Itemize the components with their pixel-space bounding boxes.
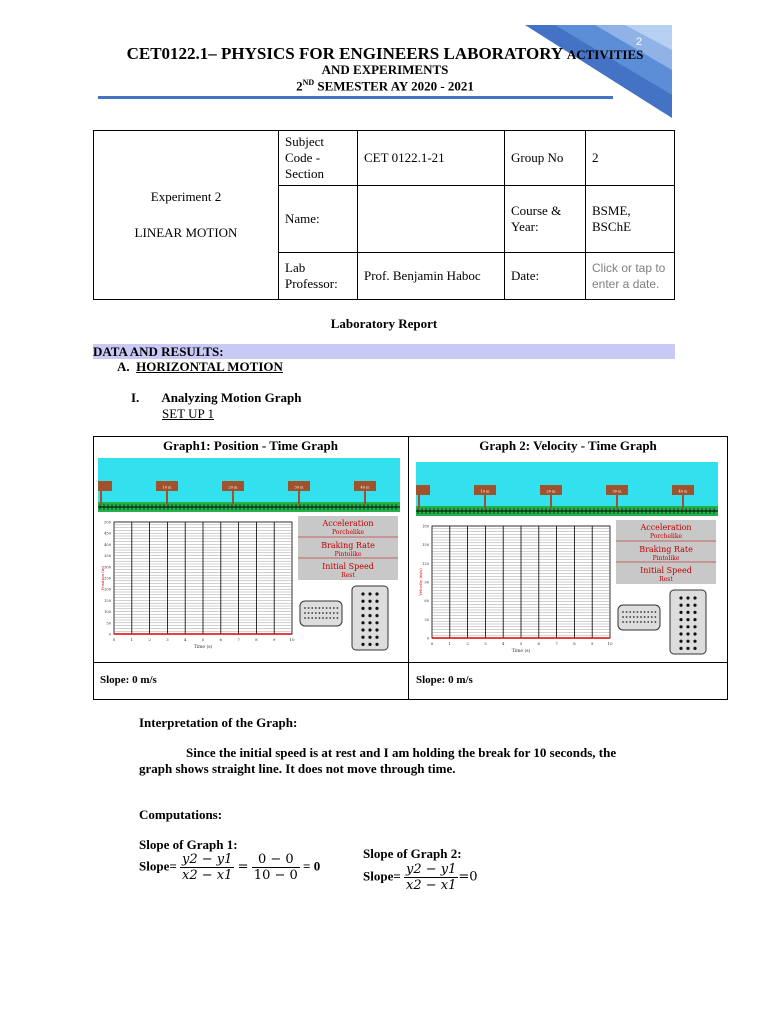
pedal-dot [693, 640, 696, 643]
y-tick-label: 90 [424, 580, 429, 585]
pedal-dot [686, 604, 689, 607]
sky [98, 458, 400, 502]
interpretation-label: Interpretation of the Graph: [139, 715, 298, 730]
pedal-dot [629, 616, 631, 618]
y-tick-label: 0 [108, 632, 111, 637]
subject-value: CET 0122.1-21 [358, 131, 505, 186]
y-tick-label: 180 [422, 524, 429, 529]
acceleration-value: Porchelike [649, 533, 683, 540]
pedal-dot [304, 612, 306, 614]
slope2-formula-fraction: $\frac{y2 - y1}{x2 - x1}$ [406, 862, 457, 893]
pedal-dot [311, 617, 313, 619]
pedal-dot [361, 636, 364, 639]
x-tick-label: 1 [130, 637, 134, 642]
y-tick-label: 400 [104, 542, 111, 547]
pedal-dot [686, 632, 689, 635]
pedal-dot [322, 617, 324, 619]
pedal-dot [368, 614, 371, 617]
pedal-dot [368, 621, 371, 624]
pedal-dot [361, 607, 364, 610]
pedal-dot [337, 607, 339, 609]
x-tick-label: 7 [237, 637, 240, 642]
speed-label: Initial Speed [322, 562, 374, 571]
pedal-dot [633, 611, 635, 613]
graph2-slope: Slope: 0 m/s [416, 674, 473, 686]
pedal-dot [304, 607, 306, 609]
pedal-dot [647, 616, 649, 618]
course-value: BSME, BSChE [586, 186, 675, 253]
pedal-dot [679, 611, 682, 614]
pedal-dot [679, 618, 682, 621]
pedal-dot [311, 612, 313, 614]
pedal-dot [322, 607, 324, 609]
pedal-dot [361, 643, 364, 646]
y-tick-label: 150 [422, 543, 429, 548]
pedal-dot [319, 617, 321, 619]
pedal-dot [626, 621, 628, 623]
pedal-dot [315, 617, 317, 619]
simulation-svg-2 [416, 462, 718, 658]
sign-post [616, 493, 618, 509]
y-tick-label: 100 [104, 610, 111, 615]
x-axis-label: Time (s) [193, 645, 213, 650]
experiment-info-table [93, 130, 675, 300]
y-tick-label: 150 [104, 598, 111, 603]
x-tick-label: 2 [466, 641, 469, 646]
pedal-dot [337, 612, 339, 614]
pedal-dot [679, 604, 682, 607]
pedal-dot [622, 621, 624, 623]
group-label: Group No [505, 131, 586, 186]
pedal-dot [679, 647, 682, 650]
lab-report-heading: Laboratory Report [330, 316, 438, 331]
acceleration-label: Acceleration [640, 523, 692, 532]
pedal-dot [679, 596, 682, 599]
pedal-dot [633, 616, 635, 618]
section-i-heading: I. Analyzing Motion Graph [131, 390, 302, 405]
course-label: Course & Year: [505, 186, 586, 253]
distance-sign-label: 30 m [612, 489, 622, 494]
header-underline [98, 96, 613, 99]
distance-sign-label: 20 m [228, 485, 238, 490]
slope2-title: Slope of Graph 2: [363, 846, 462, 861]
distance-sign-label: 10 m [480, 489, 490, 494]
x-tick-label: 3 [166, 637, 169, 642]
x-tick-label: 6 [537, 641, 541, 646]
pedal-dot [311, 607, 313, 609]
simulation-svg-1 [98, 458, 400, 654]
pedal-dot [640, 621, 642, 623]
distance-sign-label: 40 m [678, 489, 688, 494]
x-tick-label: 1 [448, 641, 452, 646]
pedal-dot [326, 612, 328, 614]
pedal-dot [361, 628, 364, 631]
pedal-dot [361, 600, 364, 603]
y-tick-label: 450 [104, 531, 111, 536]
pedal-dot [629, 611, 631, 613]
pedal-dot [686, 640, 689, 643]
pedal-dot [329, 607, 331, 609]
interpretation-line2: graph shows straight line. It does not move through time. [139, 761, 456, 776]
pedal-dot [375, 628, 378, 631]
pedal-dot [337, 617, 339, 619]
pedal-dot [361, 614, 364, 617]
pedal-dot [368, 628, 371, 631]
y-tick-label: 120 [422, 561, 429, 566]
pedal-dot [304, 617, 306, 619]
x-tick-label: 7 [555, 641, 558, 646]
braking-value: Pintolike [652, 555, 680, 562]
graph2-simulation [416, 462, 721, 658]
pedal-dot [326, 617, 328, 619]
pedal-dot [693, 596, 696, 599]
x-tick-label: 3 [484, 641, 487, 646]
sign-post [364, 489, 366, 505]
semester-line: 2ND SEMESTER AY 2020 - 2021 [296, 78, 474, 94]
pedal-dot [637, 611, 639, 613]
x-tick-label: 6 [219, 637, 223, 642]
pedal-dot [368, 643, 371, 646]
experiment-number: Experiment 2 [150, 189, 222, 204]
acceleration-label: Acceleration [322, 519, 374, 528]
section-a-heading: A. HORIZONTAL MOTION [117, 359, 283, 374]
pedal-dot [308, 612, 310, 614]
braking-label: Braking Rate [639, 545, 693, 554]
x-tick-label: 10 [607, 641, 613, 646]
pedal-dot [622, 611, 624, 613]
pedal-dot [686, 611, 689, 614]
pedal-dot [647, 621, 649, 623]
x-tick-label: 8 [573, 641, 576, 646]
pedal-dot [333, 612, 335, 614]
pedal-dot [693, 611, 696, 614]
pedal-dot [633, 621, 635, 623]
title-main: CET0122.1– PHYSICS FOR ENGINEERS LABORATORY [126, 44, 563, 63]
y-tick-label: 500 [104, 520, 111, 525]
pedal-dot [651, 616, 653, 618]
pedal-dot [319, 612, 321, 614]
slope1-title: Slope of Graph 1: [139, 837, 238, 852]
pedal-dot [333, 617, 335, 619]
pedal-dot [322, 612, 324, 614]
braking-label: Braking Rate [321, 541, 375, 550]
pedal-dot [333, 607, 335, 609]
sky [416, 462, 718, 506]
x-tick-label: 8 [255, 637, 258, 642]
pedal-dot [626, 616, 628, 618]
pedal-dot [315, 607, 317, 609]
sign-post [418, 493, 420, 509]
x-tick-label: 9 [590, 641, 594, 646]
experiment-cell [94, 131, 279, 300]
y-tick-label: 300 [104, 565, 111, 570]
sign-post [298, 489, 300, 505]
y-tick-label: 350 [104, 554, 111, 559]
pedal-dot [361, 592, 364, 595]
pedal-dot [375, 607, 378, 610]
pedal-dot [655, 616, 657, 618]
distance-sign-label: 40 m [360, 485, 370, 490]
computations-label: Computations: [139, 807, 223, 822]
x-tick-label: 2 [148, 637, 151, 642]
graph1-slope: Slope: 0 m/s [100, 674, 157, 686]
pedal-dot [629, 621, 631, 623]
subject-label: Subject Code - Section [279, 131, 358, 186]
title-line2: AND EXPERIMENTS [321, 62, 449, 77]
prof-label: Lab Professor: [279, 253, 358, 300]
graph1-simulation [98, 458, 400, 654]
x-tick-label: 0 [112, 637, 116, 642]
interpretation-line1: Since the initial speed is at rest and I am holding the break for 10 seconds, the [186, 745, 617, 760]
speed-label: Initial Speed [640, 566, 692, 575]
graph-table-row-divider [93, 662, 727, 663]
graph-table-divider [408, 436, 409, 699]
distance-sign-label: 10 m [162, 485, 172, 490]
x-tick-label: 4 [501, 641, 505, 646]
pedal-dot [655, 611, 657, 613]
y-tick-label: 50 [106, 621, 111, 626]
graph1-title: Graph1: Position - Time Graph [162, 438, 339, 453]
y-tick-label: 30 [424, 617, 429, 622]
title-tail: ACTIVITIES [566, 47, 644, 62]
pedal-dot [361, 621, 364, 624]
pedal-dot [647, 611, 649, 613]
pedal-dot [686, 618, 689, 621]
y-tick-label: 200 [104, 587, 111, 592]
pedal-dot [693, 618, 696, 621]
pedal-dot [375, 643, 378, 646]
date-field[interactable] [586, 253, 675, 300]
sign-post [550, 493, 552, 509]
experiment-title: LINEAR MOTION [134, 225, 238, 240]
pedal-dot [375, 614, 378, 617]
document-title [90, 44, 680, 64]
pedal-dot [315, 612, 317, 614]
name-label: Name: [279, 186, 358, 253]
date-label: Date: [505, 253, 586, 300]
sign-post [100, 489, 102, 505]
pedal-dot [686, 625, 689, 628]
y-tick-label: 60 [424, 599, 429, 604]
sign-post [166, 489, 168, 505]
x-tick-label: 10 [289, 637, 295, 642]
pedal-dot [651, 621, 653, 623]
pedal-dot [375, 592, 378, 595]
y-tick-label: 0 [426, 636, 429, 641]
pedal-dot [640, 611, 642, 613]
pedal-dot [368, 636, 371, 639]
distance-sign [416, 485, 430, 495]
pedal-dot [686, 596, 689, 599]
pedal-dot [640, 616, 642, 618]
x-tick-label: 0 [430, 641, 434, 646]
pedal-dot [679, 640, 682, 643]
pedal-dot [319, 607, 321, 609]
page-number: 2 [636, 36, 643, 48]
pedal-dot [693, 625, 696, 628]
pedal-dot [368, 592, 371, 595]
distance-sign-label: 30 m [294, 485, 304, 490]
x-tick-label: 4 [183, 637, 187, 642]
pedal-dot [329, 617, 331, 619]
pedal-dot [644, 616, 646, 618]
pedal-dot [326, 607, 328, 609]
prof-value: Prof. Benjamin Haboc [358, 253, 505, 300]
y-axis-label: Position (m) [100, 565, 105, 591]
pedal-dot [693, 604, 696, 607]
pedal-dot [375, 621, 378, 624]
pedal-dot [644, 621, 646, 623]
pedal-dot [368, 607, 371, 610]
speed-value: Rest [659, 576, 673, 583]
pedal-dot [368, 600, 371, 603]
x-axis-label: Time (s) [511, 649, 531, 654]
data-results-heading: DATA AND RESULTS: [93, 344, 675, 359]
pedal-dot [626, 611, 628, 613]
pedal-dot [686, 647, 689, 650]
distance-sign-label: 20 m [546, 489, 556, 494]
pedal-dot [622, 616, 624, 618]
group-value: 2 [586, 131, 675, 186]
pedal-dot [693, 632, 696, 635]
slope2-equation: Slope= $\frac{y2 - y1}{x2 - x1}$ =0 [363, 862, 478, 893]
sign-post [682, 493, 684, 509]
pedal-dot [308, 617, 310, 619]
pedal-dot [637, 621, 639, 623]
name-field[interactable] [358, 186, 505, 253]
pedal-dot [693, 647, 696, 650]
pedal-dot [651, 611, 653, 613]
pedal-dot [655, 621, 657, 623]
y-tick-label: 250 [104, 576, 111, 581]
pedal-dot [375, 636, 378, 639]
slope1-formula-fraction: $\frac{y2 - y1}{x2 - x1}$ [182, 852, 233, 883]
x-tick-label: 5 [519, 641, 523, 646]
pedal-dot [308, 607, 310, 609]
x-tick-label: 9 [272, 637, 276, 642]
date-placeholder: Click or tap to enter a date. [592, 261, 666, 291]
sign-post [484, 493, 486, 509]
brake-pedal-icon [618, 605, 660, 630]
y-axis-label: Velocity (m/s) [418, 568, 423, 596]
graph2-title: Graph 2: Velocity - Time Graph [479, 438, 657, 453]
distance-sign [98, 481, 112, 491]
pedal-dot [329, 612, 331, 614]
setup-label: SET UP 1 [162, 406, 215, 421]
pedal-dot [637, 616, 639, 618]
pedal-dot [679, 632, 682, 635]
x-tick-label: 5 [201, 637, 205, 642]
braking-value: Pintolike [334, 551, 362, 558]
slope1-value-fraction: $\frac{0 - 0}{10 - 0}$ [253, 852, 298, 883]
brake-pedal-icon [300, 601, 342, 626]
acceleration-value: Porchelike [331, 529, 365, 536]
sign-post [232, 489, 234, 505]
slope1-equation: Slope= $\frac{y2 - y1}{x2 - x1}$ = $\frac{0 - 0}{10 - 0}$ = 0 [139, 852, 321, 883]
pedal-dot [375, 600, 378, 603]
pedal-dot [644, 611, 646, 613]
pedal-dot [679, 625, 682, 628]
speed-value: Rest [341, 572, 355, 579]
